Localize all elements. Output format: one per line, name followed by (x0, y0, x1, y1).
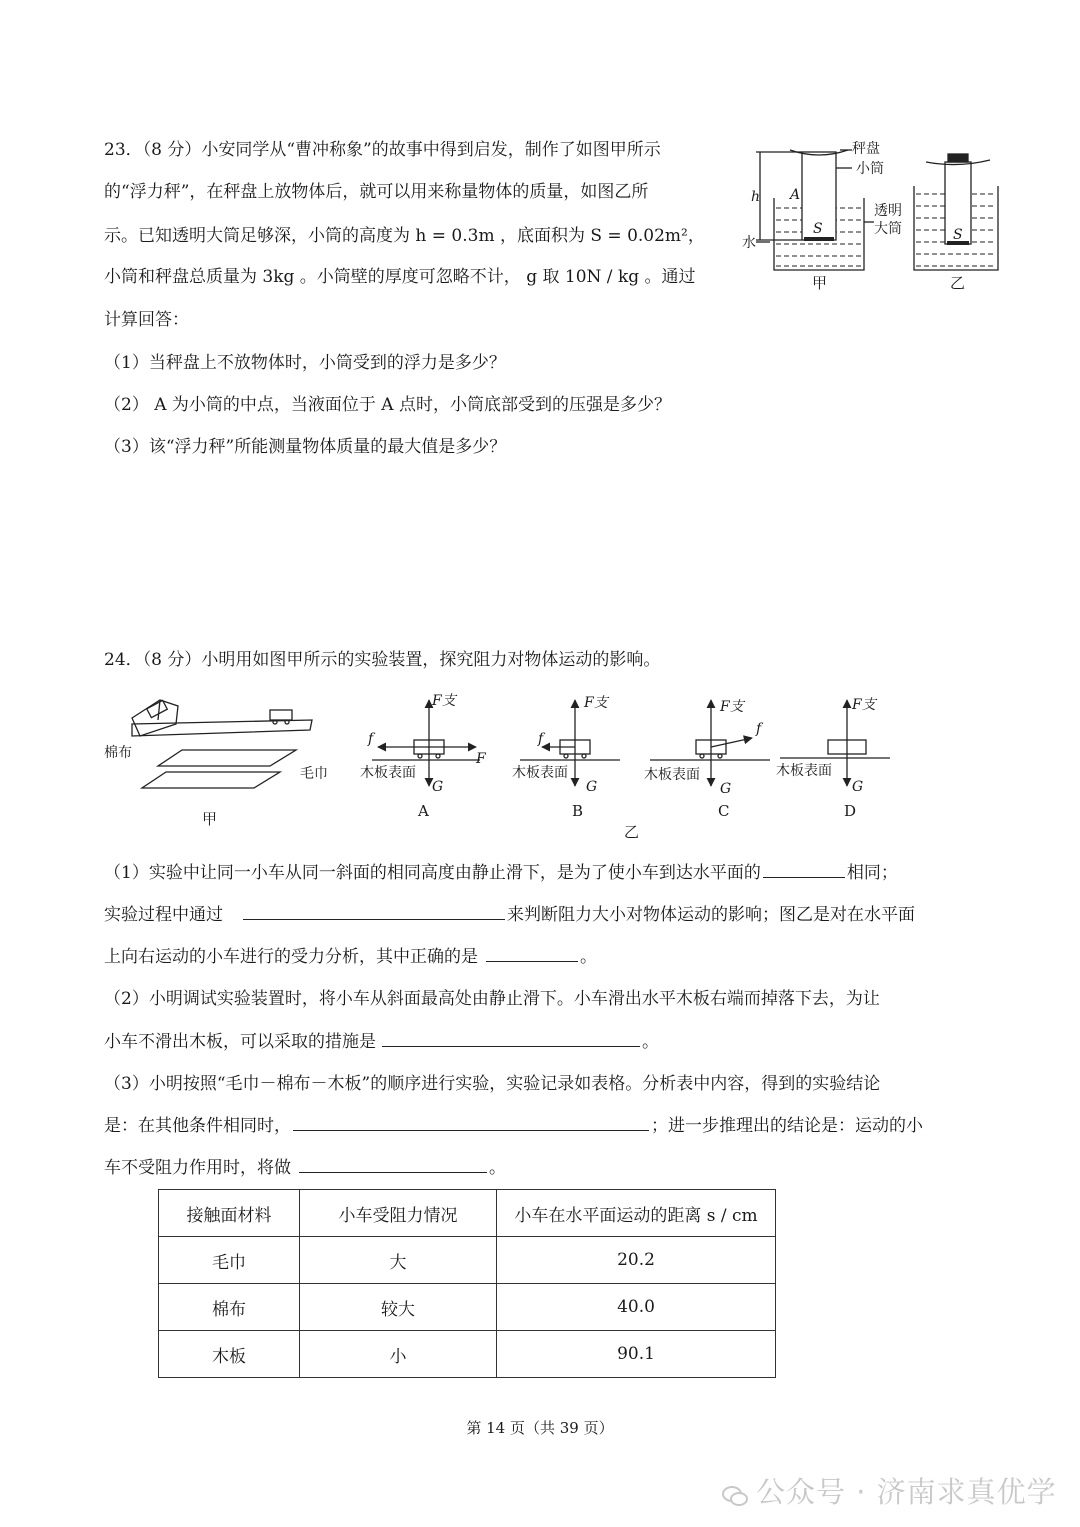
q24-p1-line-1 (104, 865, 898, 882)
q24-p1-line-3 (104, 949, 597, 966)
q24-p2-line-2 (104, 1034, 659, 1051)
gravity-label-b: G (586, 779, 598, 795)
table-cell: 大 (300, 1237, 497, 1284)
small-tube-label: 小筒 (856, 161, 884, 177)
pan-label: 秤盘 (852, 141, 880, 157)
record-table (158, 1189, 776, 1378)
friction-label-b: f (538, 731, 544, 747)
wechat-icon (722, 1480, 748, 1502)
table-row (159, 1331, 776, 1378)
q24-p3-line-1: （3）小明按照“毛巾－棉布－木板”的顺序进行实验，实验记录如表格。分析表中内容，得到的实验结论 (104, 1074, 881, 1094)
table-cell: 小 (300, 1331, 497, 1378)
q24-p2-line-1: （2）小明调试实验装置时，将小车从斜面最高处由静止滑下。小车滑出水平木板右端而掉落下去，为让 (104, 989, 880, 1009)
support-force-label-b: F支 (584, 695, 608, 711)
table-cell: 毛巾 (159, 1237, 300, 1284)
watermark (722, 1470, 1057, 1511)
friction-label-a: f (368, 731, 374, 747)
option-c-label: C (718, 802, 730, 820)
q24-p3-text-b: 是：在其他条件相同时， (104, 1116, 291, 1136)
table-cell: 20.2 (497, 1237, 776, 1284)
support-force-label-c: F支 (720, 699, 744, 715)
apparatus-figure (100, 690, 330, 835)
force-diagrams (350, 688, 890, 798)
q23-line-4: 小筒和秤盘总质量为 3kg 。小筒壁的厚度可忽略不计， g 取 10N / kg 。通过 (104, 267, 696, 287)
point-a-label: A (790, 187, 801, 203)
ramp-and-surfaces-diagram (100, 690, 330, 790)
gravity-label-c: G (720, 781, 732, 797)
board-surface-label-a: 木板表面 (360, 765, 416, 781)
board-surface-label-b: 木板表面 (512, 765, 568, 781)
q24-p1-text-b: 相同； (846, 863, 898, 883)
caption-jia: 甲 (202, 810, 218, 828)
watermark-text: 公众号 · 济南求真优学 (756, 1475, 1057, 1509)
table-header-row (159, 1190, 776, 1237)
table-header-cell: 小车在水平面运动的距离 s / cm (497, 1190, 776, 1237)
board-surface-label-c: 木板表面 (644, 767, 700, 783)
support-force-label-d: F支 (852, 697, 876, 713)
gravity-label-a: G (432, 779, 444, 795)
blank-6[interactable] (299, 1171, 487, 1173)
blank-5[interactable] (293, 1129, 649, 1131)
big-tube-label-1: 透明 (874, 203, 902, 219)
blank-4[interactable] (382, 1045, 640, 1047)
q23-figure (740, 138, 1020, 298)
table-header-cell: 接触面材料 (159, 1190, 300, 1237)
q23-line-3: 示。已知透明大筒足够深，小筒的高度为 h = 0.3m ，底面积为 S = 0.02m²， (104, 226, 705, 246)
q23-line-2: 的“浮力秤”，在秤盘上放物体后，就可以用来称量物体的质量，如图乙所 (104, 182, 649, 202)
q23-sub-3: （3）该“浮力秤”所能测量物体质量的最大值是多少？ (104, 437, 507, 457)
area-s-label-2: S (953, 227, 963, 243)
friction-label-c: f (756, 721, 762, 737)
q23-sub-1: （1）当秤盘上不放物体时，小筒受到的浮力是多少？ (104, 353, 506, 373)
h-label: h (751, 189, 761, 205)
caption-yi-forces: 乙 (624, 823, 640, 841)
q24-p1-text-c: 实验过程中通过 (104, 905, 223, 925)
page-footer: 第 14 页（共 39 页） (466, 1419, 614, 1437)
option-a-label: A (418, 802, 429, 820)
table-row (159, 1284, 776, 1331)
table-cell: 40.0 (497, 1284, 776, 1331)
q23-sub-2: （2） A 为小筒的中点，当液面位于 A 点时，小筒底部受到的压强是多少？ (104, 395, 671, 415)
q24-heading: 24．（8 分）小明用如图甲所示的实验装置，探究阻力对物体运动的影响。 (104, 650, 661, 670)
water-label: 水 (742, 235, 756, 251)
table-header-cell: 小车受阻力情况 (300, 1190, 497, 1237)
option-b-label: B (572, 802, 584, 820)
q24-p3-text-d: 车不受阻力作用时，将做 (104, 1158, 291, 1178)
towel-label: 毛巾 (300, 766, 328, 782)
q24-p1-text-e: 上向右运动的小车进行的受力分析，其中正确的是 (104, 947, 478, 967)
caption-yi: 乙 (950, 274, 966, 292)
support-force-label-a: F支 (432, 693, 456, 709)
table-cell: 木板 (159, 1331, 300, 1378)
gravity-label-d: G (852, 779, 864, 795)
q24-p1-text-a: （1）实验中让同一小车从同一斜面的相同高度由静止滑下，是为了使小车到达水平面的 (104, 863, 761, 883)
q24-p2-text-c: 。 (642, 1032, 659, 1052)
table-cell: 较大 (300, 1284, 497, 1331)
area-s-label: S (813, 221, 823, 237)
q24-p2-text-b: 小车不滑出木板，可以采取的措施是 (104, 1032, 376, 1052)
q24-p3-text-c: ；进一步推理出的结论是：运动的小 (651, 1116, 923, 1136)
q24-p1-text-d: 来判断阻力大小对物体运动的影响；图乙是对在水平面 (507, 905, 915, 925)
table-row (159, 1237, 776, 1284)
table-cell: 90.1 (497, 1331, 776, 1378)
caption-jia: 甲 (812, 274, 828, 292)
blank-1[interactable] (763, 876, 845, 878)
board-surface-label-d: 木板表面 (776, 763, 832, 779)
blank-3[interactable] (486, 960, 578, 962)
q24-p1-line-2 (104, 907, 915, 924)
q24-p3-text-e: 。 (489, 1158, 506, 1178)
applied-force-label-a: F (476, 751, 486, 767)
q23-line-5: 计算回答： (104, 310, 189, 330)
q24-p1-text-f: 。 (580, 947, 597, 967)
q24-p3-line-3 (104, 1160, 506, 1177)
table-cell: 棉布 (159, 1284, 300, 1331)
cotton-label: 棉布 (104, 745, 132, 761)
big-tube-label-2: 大筒 (874, 221, 902, 237)
option-d-label: D (844, 802, 857, 820)
q24-p3-line-2 (104, 1118, 923, 1135)
q23-line-1: 23．（8 分）小安同学从“曹冲称象”的故事中得到启发，制作了如图甲所示 (104, 140, 661, 160)
blank-2[interactable] (243, 918, 505, 920)
